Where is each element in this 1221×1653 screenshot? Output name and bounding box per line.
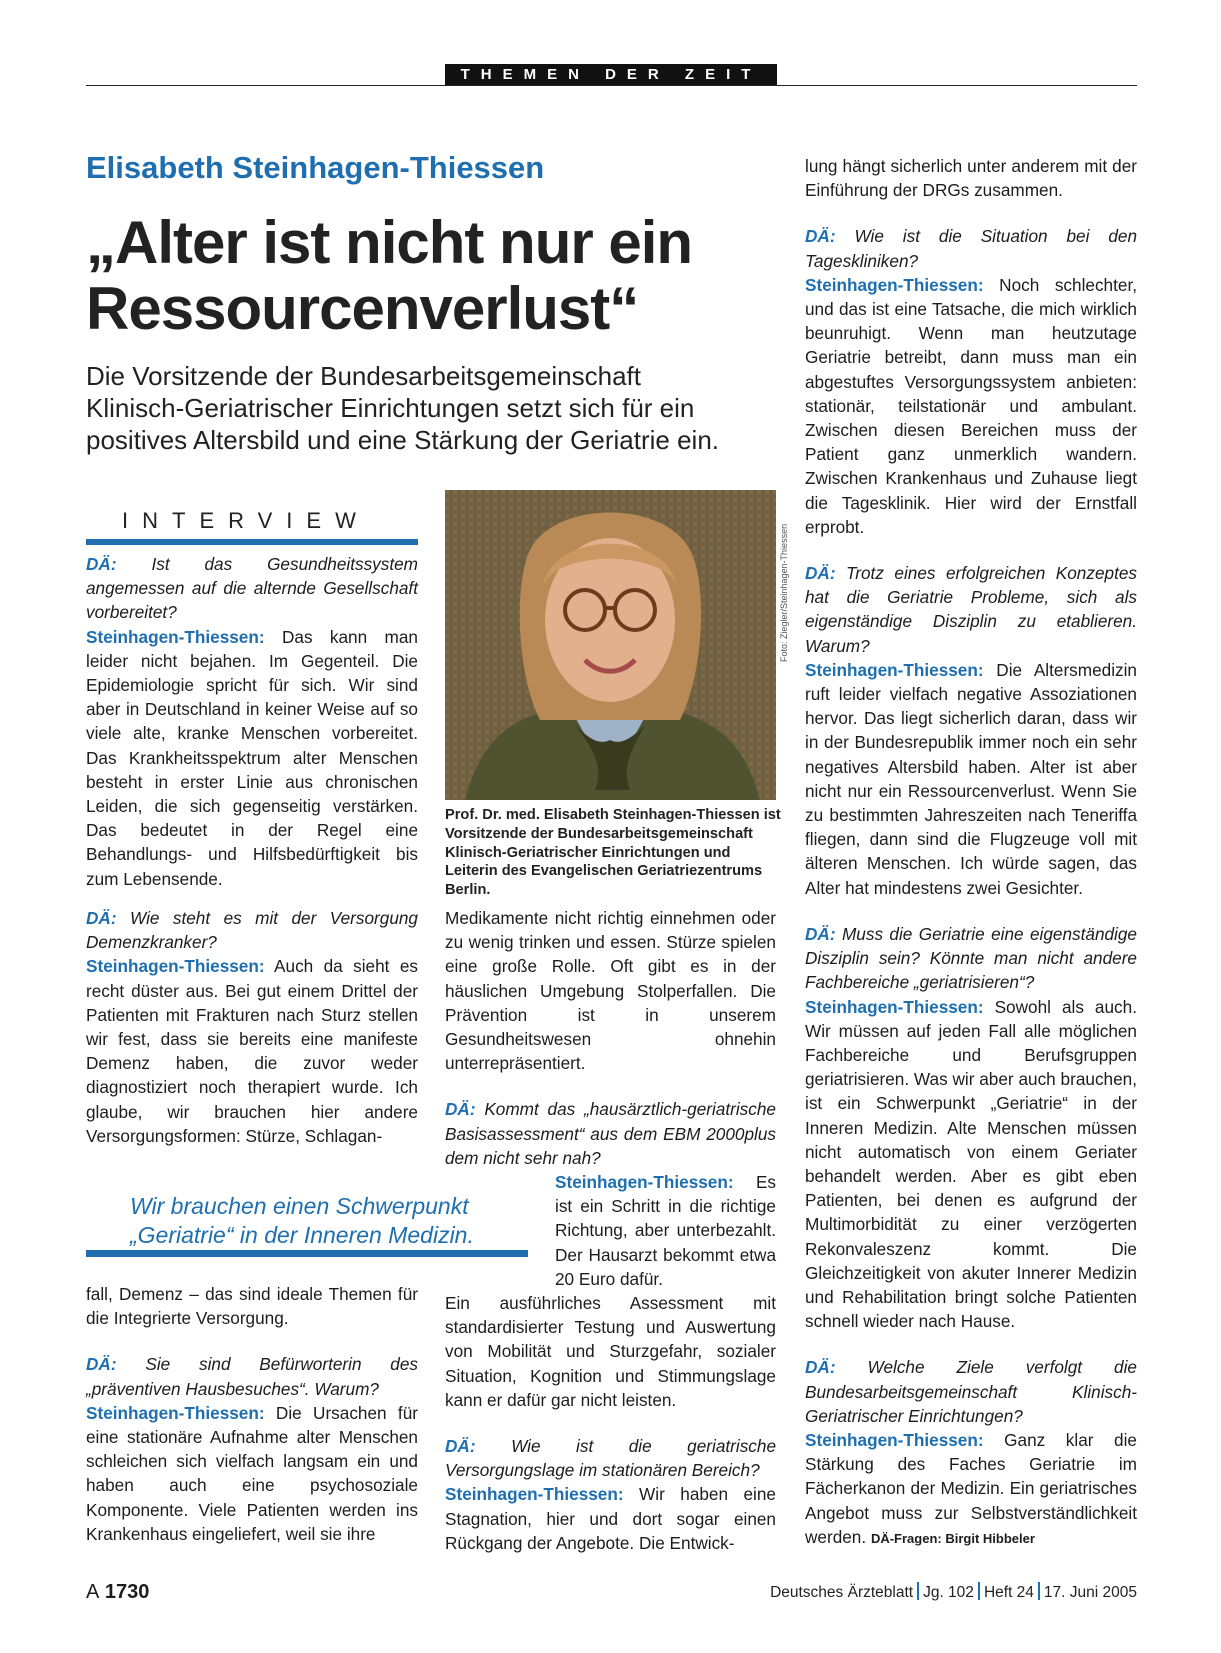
question-text: Ist das Gesundheitssystem angemessen auf die alternde Gesellschaft vorbereitet?: [86, 554, 419, 623]
speaker-da: DÄ:: [445, 1099, 476, 1120]
question: [445, 1436, 776, 1480]
question: [86, 908, 418, 952]
portrait-photo: [445, 490, 776, 800]
column-1-middle: [86, 906, 418, 1170]
answer-indented: [555, 1170, 776, 1291]
column-1-top: [86, 552, 418, 913]
speaker-answer: Steinhagen-Thiessen:: [805, 659, 984, 680]
interview-kicker: INTERVIEW: [122, 508, 370, 533]
speaker-da: DÄ:: [86, 1354, 117, 1375]
qa-block: [805, 561, 1137, 900]
question: [805, 226, 1137, 270]
column-2: [445, 906, 776, 1577]
qa-block: [86, 906, 418, 1148]
journal-date: 17. Juni 2005: [1043, 1584, 1137, 1601]
question: [805, 563, 1137, 656]
speaker-da: DÄ:: [445, 1436, 476, 1457]
qa-block: [86, 552, 418, 891]
answer-text: Es ist ein Schritt in die richtige Richtung, aber unterbezahlt. Der Hausarzt bekommt etwa 20 Euro dafür.: [555, 1172, 776, 1289]
qa-block: [805, 224, 1137, 539]
speaker-da: DÄ:: [805, 563, 836, 584]
speaker-answer: Steinhagen-Thiessen:: [86, 626, 265, 647]
header-rule: [86, 85, 1137, 86]
separator: [1038, 1582, 1040, 1600]
section-band: THEMEN DER ZEIT: [445, 64, 777, 86]
answer-text: Die Ursachen für eine stationäre Aufnahme alter Menschen schleichen sich vielfach langsam ein und haben auch eine psychosoziale Komponente. Viele Patienten werden ins Krankenhaus eingeliefert, weil sie ihre: [86, 1402, 418, 1544]
answer-text: Sowohl als auch. Wir müssen auf jeden Fall alle möglichen Fachbereiche und Berufsgruppen geriatrisieren. Was wir aber auch brauchen, ist ein Schwerpunkt „Geriatrie“ in der Inneren Medizin. Alte Menschen müssen nicht automatisch von einem Geriater behandelt werden. Aber es gibt eben Patienten, bei denen es aufgrund der Multimorbidität zu einer verzögerten Rekonvaleszenz kommt. Die Gleichzeitigkeit von akuter Innerer Medizin und Rehabilitation bringt solche Patienten schnell wieder nach Hause.: [805, 996, 1137, 1332]
author-name: Elisabeth Steinhagen-Thiessen: [86, 150, 545, 185]
paragraph: fall, Demenz – das sind ideale Themen für die Integrierte Versorgung.: [86, 1284, 418, 1329]
speaker-answer: Steinhagen-Thiessen:: [86, 1402, 265, 1423]
lead-paragraph: Die Vorsitzende der Bundesarbeitsgemeinschaft Klinisch-Geriatrischer Einrichtungen setzt sich für ein positives Altersbild und eine Stärkung der Geriatrie ein.: [86, 361, 720, 455]
journal-info: [740, 1582, 1137, 1602]
speaker-da: DÄ:: [805, 226, 836, 247]
interviewer-credit: DÄ-Fragen: Birgit Hibbeler: [870, 1530, 1035, 1546]
question: [805, 1357, 1137, 1425]
question: [86, 554, 418, 622]
speaker-answer: Steinhagen-Thiessen:: [445, 1484, 624, 1505]
column-3: [805, 154, 1137, 1573]
paragraph: lung hängt sicherlich unter anderem mit der Einführung der DRGs zusammen.: [805, 156, 1137, 201]
answer-text: Wir haben eine Stagnation, hier und dort sogar einen Rückgang der Angebote. Die Entwick-: [445, 1484, 776, 1553]
qa-block: [86, 1352, 418, 1546]
question-text: Trotz eines erfolgreichen Konzeptes hat die Geriatrie Probleme, sich als eigenständige Disziplin zu etablieren. Warum?: [805, 563, 1138, 656]
question-text: Wie steht es mit der Versorgung Demenzkranker?: [86, 908, 418, 953]
photo-caption: Prof. Dr. med. Elisabeth Steinhagen-Thiessen ist Vorsitzende der Bundesarbeitsgemeinschaft Klinisch-Geriatrischer Einrichtungen und Leiterin des Evangelischen Geriatriezentrums Berlin.: [445, 807, 781, 899]
speaker-answer: Steinhagen-Thiessen:: [805, 996, 984, 1017]
speaker-da: DÄ:: [86, 908, 117, 928]
separator: [917, 1582, 919, 1600]
question: [445, 1099, 776, 1167]
answer-text: Noch schlechter, und das ist eine Tatsache, die mich wirklich beunruhigt. Wenn man heutzutage Geriatrie betreibt, dann muss man ein abgestuftes Versorgungssystem anbieten: stationär, teilstationär und ambulant. Zwischen diesen Bereichen muss der Patient ganz unmerklich wandern. Zwischen Krankenhaus und Zuhause liegt die Tagesklinik. Hier wird der Ernstfall erprobt.: [805, 274, 1137, 537]
pull-quote: Wir brauchen einen Schwerpunkt „Geriatrie“ in der Inneren Medizin.: [130, 1193, 474, 1248]
speaker-da: DÄ:: [805, 1357, 836, 1378]
speaker-answer: Steinhagen-Thiessen:: [805, 1429, 984, 1450]
speaker-answer: Steinhagen-Thiessen:: [805, 274, 984, 295]
question-text: Kommt das „hausärztlich-geriatrische Basisassessment“ aus dem EBM 2000plus dem nicht sehr nah?: [445, 1099, 776, 1168]
qa-block: [445, 1434, 776, 1555]
answer-continuation: Ein ausführliches Assessment mit standardisierter Testung und Auswertung von Mobilität und Sturzgefahr, sozialer Situation, Kognition und Stimmungslage kann er dafür gar nicht leisten.: [445, 1293, 776, 1410]
speaker-answer: Steinhagen-Thiessen:: [86, 956, 265, 977]
photo-credit: Foto: Ziegler/Steinhagen-Thiessen: [779, 523, 789, 662]
question-text: Welche Ziele verfolgt die Bundesarbeitsgemeinschaft Klinisch-Geriatrischer Einrichtungen?: [805, 1357, 1137, 1426]
question-text: Sie sind Befürworterin des „präventiven Hausbesuches“. Warum?: [86, 1354, 419, 1399]
headline: „Alter ist nicht nur ein Ressourcenverlust“: [86, 209, 693, 342]
page-number: [86, 1581, 149, 1604]
journal-issue: Heft 24: [983, 1584, 1034, 1601]
question-text: Wie ist die Situation bei den Tageskliniken?: [805, 226, 1138, 271]
answer-text: Auch da sieht es recht düster aus. Bei gut einem Drittel der Patienten mit Frakturen nach Sturz stellen wir fest, dass sie bereits eine manifeste Demenz haben, die zuvor weder diagnostiziert noch therapiert wurde. Ich glaube, wir brauchen hier andere Versorgungsformen: Stürze, Schlagan-: [86, 956, 418, 1146]
column-1-bottom: [86, 1282, 418, 1568]
answer-text: Das kann man leider nicht bejahen. Im Gegenteil. Die Epidemiologie spricht für sich. Wir sind aber in Deutschland in keiner Weise auf so viele alte, kranke Menschen vorbereitet. Das Krankheitsspektrum alter Menschen besteht in erster Linie aus chronischen Leiden, die sich gegenseitig verstärken. Das bedeutet in der Regel eine Behandlungs- und Hilfsbedürftigkeit bis zum Lebensende.: [86, 626, 418, 889]
answer-text: Ganz klar die Stärkung des Faches Geriatrie im Fächerkanon der Medizin. Ein geriatrisches Angebot muss zur Selbstverständlichkeit werden.: [805, 1429, 1137, 1547]
question-text: Wie ist die geriatrische Versorgungslage im stationären Bereich?: [445, 1436, 776, 1481]
question: [805, 924, 1137, 992]
qa-block: [805, 922, 1137, 1333]
separator: [978, 1582, 980, 1600]
answer-text: Die Altersmedizin ruft leider vielfach negative Assoziationen hervor. Das liegt sicherlich daran, dass wir in der Bundesrepublik immer noch ein sehr negatives Altersbild haben. Alter ist aber nicht nur ein Ressourcenverlust. Wenn Sie zu bestimmten Jahreszeiten nach Teneriffa fliegen, dann sind die Flugzeuge voll mit älteren Menschen. Ich würde sagen, das Alter hat mindestens zwei Gesichter.: [805, 659, 1137, 898]
journal-volume: Jg. 102: [923, 1584, 974, 1601]
page-prefix: A: [86, 1581, 100, 1603]
journal-name: Deutsches Ärzteblatt: [770, 1584, 914, 1601]
qa-block: [805, 1355, 1137, 1551]
speaker-answer: Steinhagen-Thiessen:: [555, 1172, 734, 1193]
portrait-illustration: [445, 490, 776, 800]
question-text: Muss die Geriatrie eine eigenständige Disziplin sein? Könnte man nicht andere Fachbereiche „geriatrisieren“?: [805, 923, 1137, 993]
speaker-da: DÄ:: [805, 923, 836, 944]
page-number-value: 1730: [104, 1581, 150, 1603]
paragraph: Medikamente nicht richtig einnehmen oder zu wenig trinken und essen. Stürze spielen eine große Rolle. Oft gibt es in der häuslichen Umgebung Stolperfallen. Die Prävention ist in unserem Gesundheitswesen ohnehin unterrepräsentiert.: [445, 908, 776, 1074]
speaker-da: DÄ:: [86, 554, 117, 574]
question: [86, 1354, 418, 1398]
kicker-bar: [86, 539, 418, 545]
qa-block: [445, 1097, 776, 1170]
